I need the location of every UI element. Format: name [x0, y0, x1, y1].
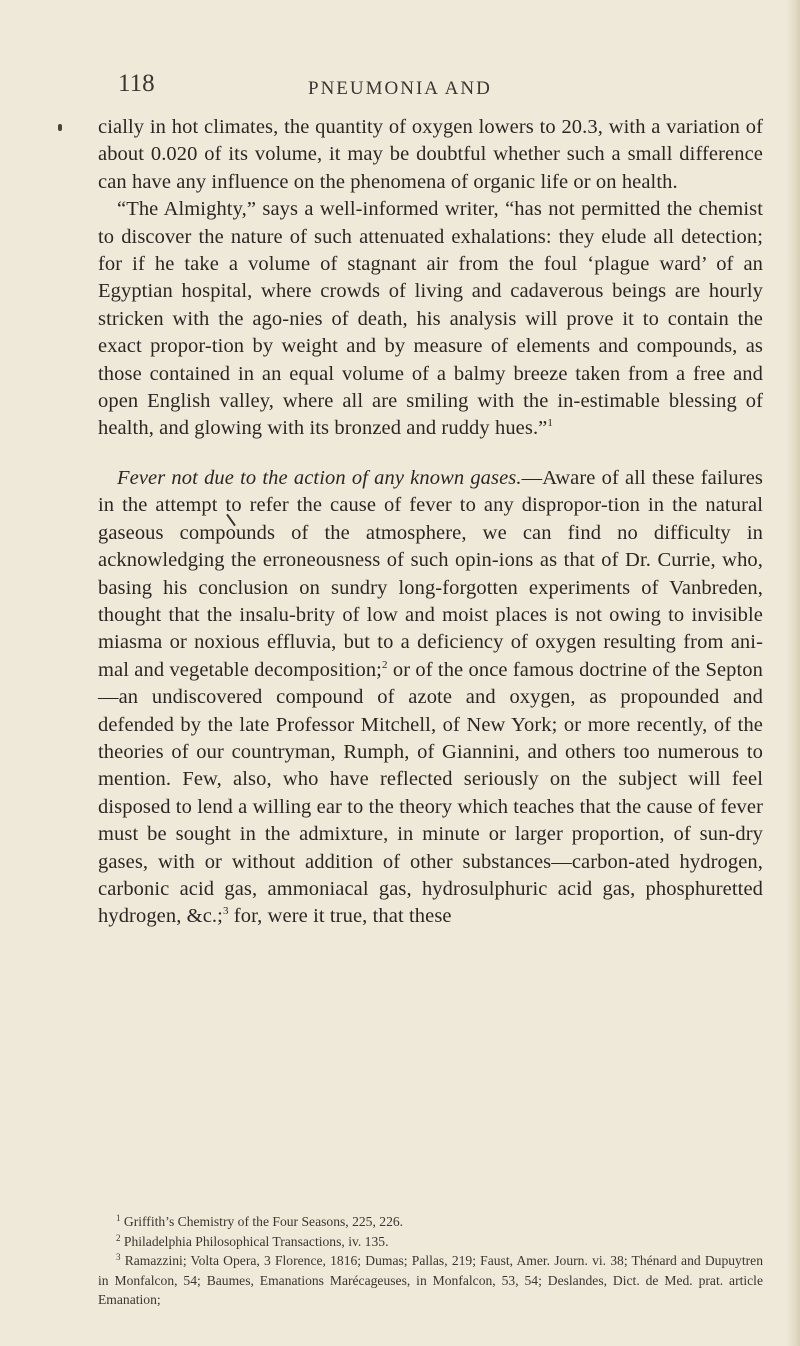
body-text	[98, 114, 763, 931]
footnote-mark: 1	[116, 1213, 121, 1223]
page-number: 118	[118, 70, 155, 97]
footnote-ref[interactable]: 3	[222, 905, 229, 918]
footnote-text: Philadelphia Philosophical Transactions, iv. 135.	[120, 1233, 389, 1249]
paragraph-text: cially in hot climates, the quantity of oxygen lowers to 20.3, with a variation of about 0.020 of its volume, it may be doubtful whether such a small difference can have any influence on the phenomena of organic life or on health.	[98, 116, 763, 193]
paragraph-text: “The Almighty,” says a well-informed writer, “has not permitted the chemist to discover the nature of such attenuated exhalations: they elude all detection; for if he take a volume of stagnant air from the foul ‘plague ward’ of an Egyptian hospital, where crowds of living and cadaverous beings are hourly stricken with the ago-nies of death, his analysis will prove it to contain the exact propor-tion by weight and by measure of elements and compounds, as those contained in an equal volume of a balmy breeze taken from a free and open English valley, where all are smiling with the in-estimable blessing of health, and glowing with its bronzed and ruddy hues.”	[98, 198, 763, 440]
page-edge	[786, 0, 800, 1346]
paragraph-text: for, were it true, that these	[228, 905, 452, 928]
section-heading: Fever not due to the action of any known gases.	[117, 466, 522, 489]
footnotes	[98, 1212, 763, 1310]
footnote	[98, 1251, 763, 1310]
footnote	[98, 1212, 763, 1232]
paragraph-section	[98, 465, 763, 931]
paragraph-text: or of the once famous doctrine of the Septon—an undiscovered compound of azote and oxygen, as propounded and defended by the late Professor Mitchell, of New York; or more recently, of the theories of our countryman, Rumph, of Giannini, and others too numerous to mention. Few, also, who have reflected seriously on the subject will feel disposed to lend a willing ear to the theory which teaches that the cause of fever must be sought in the admixture, in minute or larger proportion, of sun-dry gases, with or without addition of other substances—carbon-ated hydrogen, carbonic acid gas, ammoniacal gas, hydrosulphuric acid gas, phosphuretted hydrogen, &c.;	[98, 658, 763, 928]
margin-mark	[58, 124, 62, 131]
paragraph-quote	[98, 196, 763, 443]
footnote-text: Griffith’s Chemistry of the Four Seasons, 225, 226.	[120, 1214, 404, 1229]
paragraph-text: —Aware of all these failures in the attempt to refer the cause of fever to any dispropor-tion in the natural gaseous compounds of the atmosphere, we can find no difficulty in acknowledging the erroneousness of such opin-ions as that of Dr. Currie, who, basing his conclusion on sundry long-forgotten experiments of Vanbreden, thought that the insalu-brity of low and moist places is not owing to invisible miasma or noxious effluvia, but to a deficiency of oxygen resulting from ani-mal and vegetable decomposition;	[98, 466, 763, 681]
footnote	[98, 1232, 763, 1252]
footnote-ref[interactable]: 1	[547, 417, 553, 430]
paragraph-continued	[98, 114, 763, 196]
footnote-text: Ramazzini; Volta Opera, 3 Florence, 1816; Dumas; Pallas, 219; Faust, Amer. Journ. vi. 38; Thénard and Dupuytren in Monfalcon, 54; Baumes, Emanations Marécageuses, in Monfalcon, 53, 54; Deslandes, Dict. de Med. prat. article Emanation;	[98, 1253, 763, 1308]
page-header	[0, 68, 800, 108]
footnote-ref[interactable]: 2	[381, 658, 388, 671]
running-head: PNEUMONIA AND	[308, 78, 492, 99]
footnote-mark: 3	[116, 1252, 121, 1263]
footnote-mark: 2	[116, 1232, 121, 1243]
